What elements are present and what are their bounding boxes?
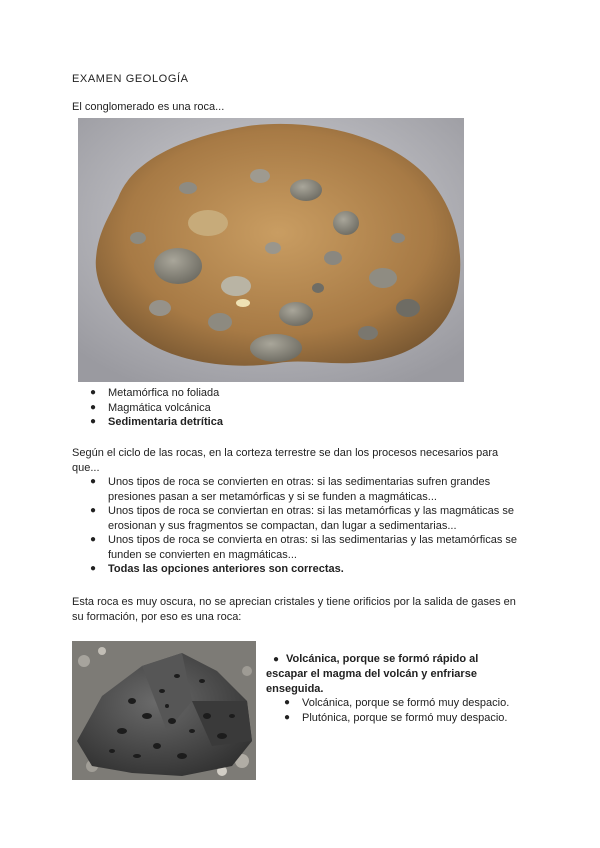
bullet-icon: ●: [272, 654, 280, 665]
question-2-text-line2: que...: [72, 462, 100, 474]
question-3-options: [282, 696, 542, 725]
bullet-icon: ●: [90, 534, 97, 545]
conglomerate-rock-photo: [78, 118, 464, 382]
correct-answer-line2: escapar el magma del volcán y enfriarse: [266, 668, 477, 680]
question-2-options: [88, 475, 528, 577]
bullet-icon: ●: [90, 476, 97, 487]
question-3-text-line1: Esta roca es muy oscura, no se aprecian cristales y tiene orificios por la salida de gases en: [72, 596, 516, 608]
option-metamorfica[interactable]: ● Metamórfica no foliada: [90, 387, 220, 399]
question-2-text-line1: Según el ciclo de las rocas, en la corteza terrestre se dan los procesos necesarios para: [72, 447, 499, 459]
option-2b[interactable]: ● Unos tipos de roca se conviertan en otras: si las metamórficas y las magmáticas se erosionan y sus fragmentos se compactan, dan lugar a sedimentarias...: [90, 505, 514, 532]
bullet-icon: ●: [90, 387, 97, 398]
question-1-options: [88, 386, 508, 430]
question-3-correct-answer[interactable]: [266, 652, 526, 697]
option-sedimentaria-correct[interactable]: ● Sedimentaria detrítica: [90, 416, 223, 428]
volcanic-rock-photo: [72, 641, 256, 780]
correct-answer-line1: ● Volcánica, porque se formó rápido al: [266, 652, 526, 667]
option-magmatica[interactable]: ● Magmática volcánica: [90, 401, 211, 414]
bullet-icon: ●: [284, 711, 291, 723]
bullet-icon: ●: [90, 416, 97, 427]
option-3b[interactable]: ● Volcánica, porque se formó muy despacio.: [284, 697, 510, 709]
option-3c[interactable]: ● Plutónica, porque se formó muy despacio.: [284, 711, 508, 724]
bullet-icon: ●: [284, 697, 291, 708]
option-2d-correct[interactable]: ● Todas las opciones anteriores son correctas.: [90, 563, 344, 575]
bullet-icon: ●: [90, 505, 97, 516]
question-1-text: El conglomerado es una roca...: [72, 101, 225, 113]
bullet-icon: ●: [90, 401, 97, 413]
option-2c[interactable]: ● Unos tipos de roca se convierta en otras: si las sedimentarias y las metamórficas se funden se convierten en magmáticas...: [90, 534, 518, 561]
bullet-icon: ●: [90, 563, 97, 574]
page-title: EXAMEN GEOLOGÍA: [72, 73, 189, 85]
question-3-text-line2: su formación, por eso es una roca:: [72, 611, 242, 623]
option-2a[interactable]: ● Unos tipos de roca se convierten en otras: si las sedimentarias sufren grandes presiones pasan a ser metamórficas y si se funden a magmáticas...: [90, 476, 491, 503]
correct-answer-line3: enseguida.: [266, 683, 324, 695]
